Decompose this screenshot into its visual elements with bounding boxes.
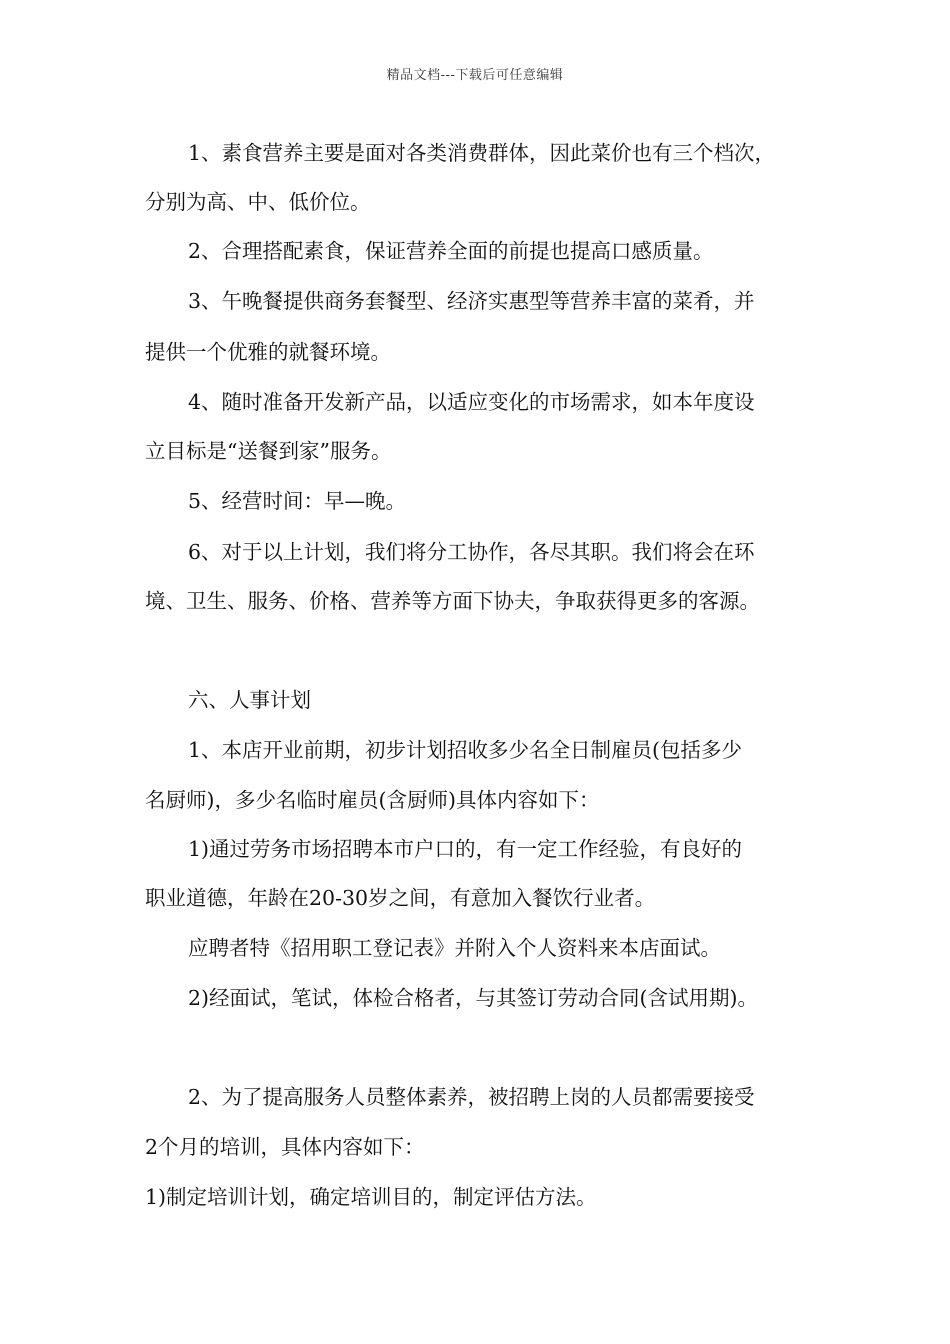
paragraph-line: 立目标是“送餐到家”服务。	[145, 439, 392, 463]
paragraph-line: 应聘者特《招用职工登记表》并附入个人资料来本店面试。	[188, 936, 721, 960]
paragraph-line: 2个月的培训，具体内容如下：	[145, 1135, 425, 1159]
paragraph-line: 名厨师)，多少名临时雇员(含厨师)具体内容如下：	[145, 788, 600, 812]
paragraph-line: 1)通过劳务市场招聘本市户口的，有一定工作经验，有良好的	[188, 837, 743, 861]
paragraph-line: 2、合理搭配素食，保证营养全面的前提也提高口感质量。	[188, 239, 714, 263]
paragraph-line: 2、为了提高服务人员整体素养，被招聘上岗的人员都需要接受	[188, 1085, 755, 1109]
paragraph-line: 5、经营时间：早—晚。	[188, 489, 407, 513]
paragraph-line: 4、随时准备开发新产品，以适应变化的市场需求，如本年度设	[188, 390, 755, 414]
paragraph-line: 境、卫生、服务、价格、营养等方面下协夫，争取获得更多的客源。	[145, 589, 760, 613]
section-heading: 六、人事计划	[188, 688, 311, 712]
paragraph-line: 分别为高、中、低价位。	[145, 190, 371, 214]
paragraph-line: 提供一个优雅的就餐环境。	[145, 340, 391, 364]
paragraph-line: 3、午晚餐提供商务套餐型、经济实惠型等营养丰富的菜肴，并	[188, 289, 755, 313]
paragraph-line: 职业道德，年龄在20-30岁之间，有意加入餐饮行业者。	[145, 886, 656, 910]
paragraph-line: 1)制定培训计划，确定培训目的，制定评估方法。	[145, 1185, 597, 1209]
paragraph-line: 6、对于以上计划，我们将分工协作，各尽其职。我们将会在环	[188, 540, 755, 564]
paragraph-line: 1、本店开业前期，初步计划招收多少名全日制雇员(包括多少	[188, 738, 743, 762]
paragraph-line: 2)经面试，笔试，体检合格者，与其签订劳动合同(含试用期)。	[188, 986, 759, 1010]
page-header: 精品文档---下载后可任意编辑	[386, 68, 564, 83]
paragraph-line: 1、素食营养主要是面对各类消费群体，因此菜价也有三个档次，	[188, 141, 776, 165]
